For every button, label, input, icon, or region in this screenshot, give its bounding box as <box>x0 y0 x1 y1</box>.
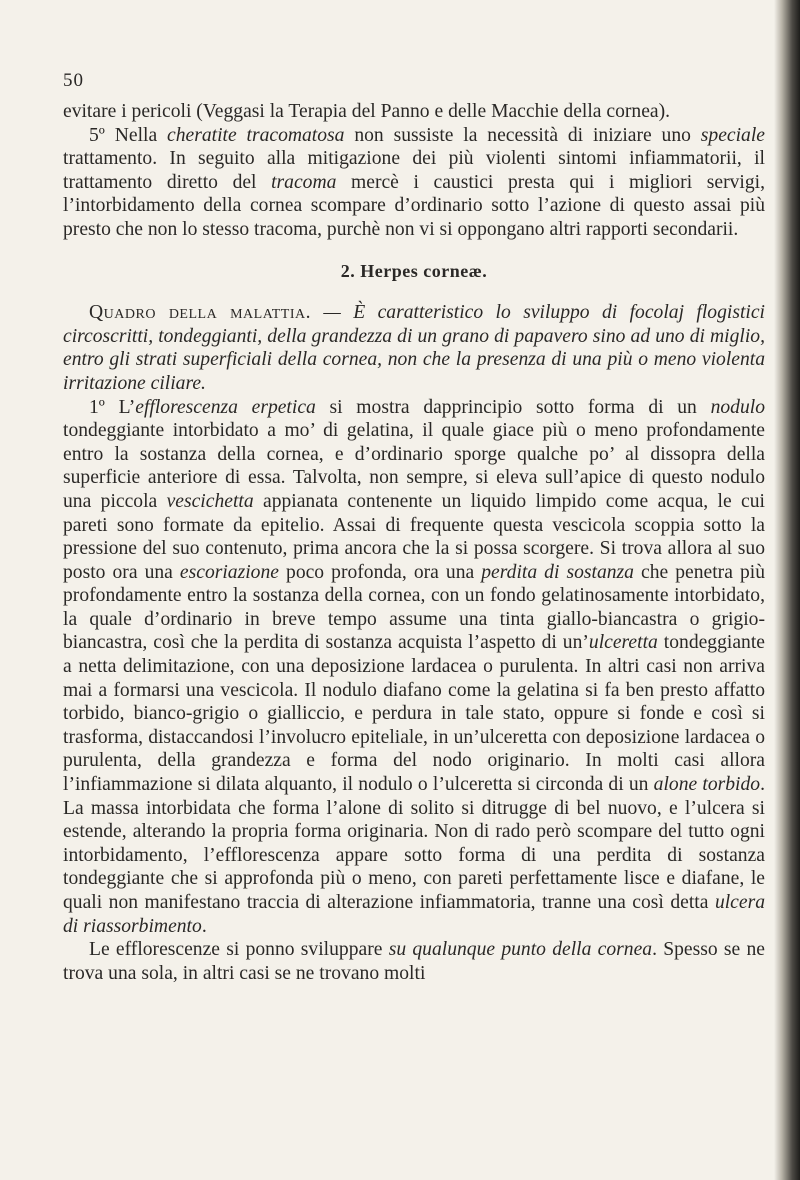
paragraph-2 <box>63 938 765 985</box>
paragraph-1-text-7: . La massa intorbidata che forma l’alone di solito si ditrugge di bel nuovo, e l’ulcera si estende, alterando la propria forma originaria. Non di rado però scompare del tutto ogni intorbidamento, l’efflorescenza appare sotto forma di una perdita di sostanza tondeggiante che si approfonda più o meno, con pareti perfettamente lisce e diafane, le quali non manifestano traccia di alterazione infiammatoria, tranne una così detta <box>63 774 765 913</box>
binding-shadow <box>774 0 800 1180</box>
intro-line: evitare i pericoli (Veggasi la Terapia del Panno e delle Macchie della cornea). <box>63 101 671 122</box>
term-vescichetta: vescichetta <box>166 490 254 512</box>
paragraph-2-text-1: Le efflorescenze si ponno sviluppare <box>89 939 389 961</box>
paragraph-1-text-2: tondeggiante intorbidato a mo’ di gelatina, il quale giace più o meno profondamente entro la sostanza della cornea, e d’ordinario sporge qualche po’ al dissopra della superficie anteriore di essa. Talvolta, non sempre, si eleva sull’apice di questo nodulo una piccola <box>63 420 765 512</box>
paragraph-5-text-1: non sussiste la necessità di iniziare uno <box>344 124 701 146</box>
paragraph-1-text-6: tondeggiante a netta delimitazione, con una deposizione lardacea o purulenta. In altri casi non arriva mai a formarsi una vescicola. Il nodulo diafano come la gelatina si fa ben presto affatto torbido, bianco-grigio o gialliccio, e perdura in tale stato, oppure si fonde e così si trasforma, distaccandosi l’involucro epiteliale, in un’ulceretta con deposizione lardacea o purulenta, della grandezza e forma del nodo originario. In molti casi allora l’infiammazione si dilata alquanto, il nodulo o l’ulceretta si circonda di un <box>63 632 765 796</box>
section-title: 2. Herpes corneæ. <box>340 260 488 281</box>
paragraph-1-text-8: . <box>201 915 207 937</box>
paragraph-1-number: 1º L’ <box>89 396 136 418</box>
term-su-qualunque-punto: su qualunque punto della cornea <box>388 939 653 961</box>
term-speciale: speciale <box>700 124 765 146</box>
paragraph-2-text-2: . Spesso se ne trova una sola, in altri casi se ne trovano molti <box>63 939 765 984</box>
paragraph-1-text-5: che penetra più profondamente entro la sostanza della cornea, con un fondo gelatinosamente intorbidato, la quale d’ordinario in breve tempo assume una tinta giallo-biancastra o grigio-biancastra, così che la perdita di sostanza acquista l’aspetto di un’ <box>63 561 765 654</box>
paragraph-1-text-3: appianata contenente un liquido limpido come acqua, le cui pareti sono formate da epitelio. Assai di frequente questa vescicola scoppia sotto la pressione del suo contenuto, prima ancora che la si possa scorgere. Si trova allora al suo posto ora una <box>63 490 765 583</box>
paragraph-1-text-4: poco profonda, ora una <box>278 561 482 583</box>
page-number: 50 <box>63 70 84 91</box>
term-ulceretta: ulceretta <box>588 632 658 654</box>
term-alone-torbido: alone torbido <box>653 774 761 796</box>
paragraph-5 <box>63 124 765 242</box>
term-cheratite-tracomatosa: cheratite tracomatosa <box>167 124 345 146</box>
paragraph-1-text-1: si mostra dapprincipio sotto forma di un <box>315 396 711 418</box>
term-nodulo: nodulo <box>710 396 765 418</box>
paragraph-5-text-3: mercè i caustici presta qui i migliori servigi, l’intorbidamento della cornea scompare d’ordinario sotto l’azione di questo assai più presto che non lo stesso tracoma, purchè non vi si oppongano altri rapporti secondarii. <box>63 171 765 240</box>
term-escoriazione: escoriazione <box>179 561 279 583</box>
term-tracoma: tracoma <box>271 171 337 193</box>
paragraph-5-text-2: trattamento. In seguito alla mitigazione dei più violenti sintomi infiammatorii, il trattamento diretto del <box>63 148 765 193</box>
body-text <box>63 100 765 985</box>
quadro-text: — È caratteristico lo sviluppo di focolaj flogistici circoscritti, tondeggianti, della grandezza di un grano di papavero sino ad uno di miglio, entro gli strati superficiali della cornea, non che la presenza di una più o meno violenta irritazione ciliare. <box>63 302 765 394</box>
paragraph-5-number: 5º Nella <box>89 124 168 146</box>
quadro-label: Quadro della malattia. <box>89 302 312 324</box>
quadro-paragraph <box>63 301 765 395</box>
term-perdita-di-sostanza: perdita di sostanza <box>481 561 634 583</box>
paragraph-1 <box>63 396 765 939</box>
term-ulcera-di-riassorbimento: ulcera di riassorbimento <box>63 892 765 937</box>
term-efflorescenza-erpetica: efflorescenza erpetica <box>135 396 316 418</box>
